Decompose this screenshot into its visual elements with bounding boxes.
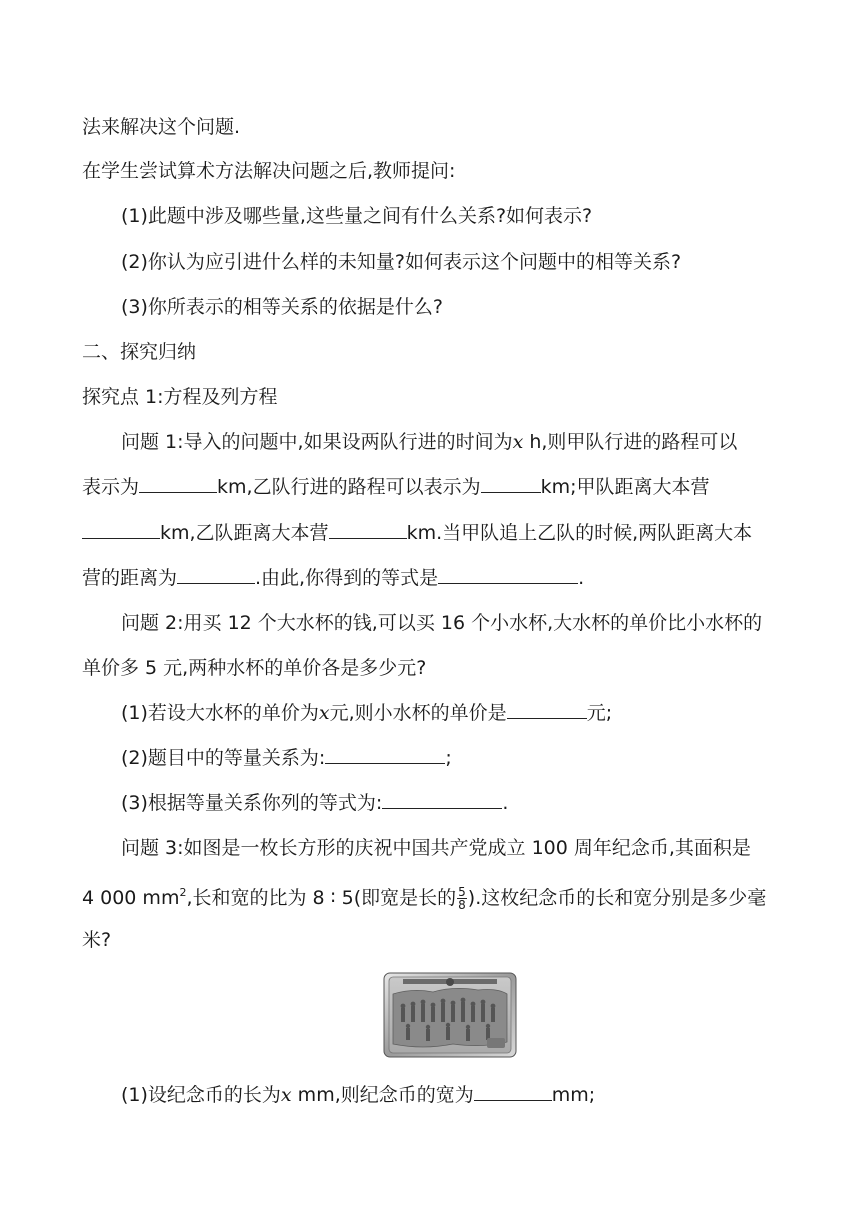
variable: x	[512, 431, 524, 453]
text: 法来解决这个问题.	[82, 116, 241, 138]
problem-2-line-2	[82, 654, 426, 682]
problem-1-line-1	[121, 428, 737, 456]
question-2	[121, 248, 681, 276]
variable: x	[318, 702, 330, 724]
problem-2-sub-2	[121, 744, 452, 772]
explore-point-1	[82, 383, 278, 411]
text: (3)你所表示的相等关系的依据是什么?	[121, 296, 443, 318]
text: (3)根据等量关系你列的等式为:	[121, 792, 383, 814]
text: km,乙队距离大本营	[160, 522, 329, 544]
fraction-denominator: 8	[458, 898, 466, 912]
problem-3-line-2	[82, 879, 766, 912]
answer-blank[interactable]	[382, 790, 502, 809]
answer-blank[interactable]	[481, 474, 541, 493]
text: km.当甲队追上乙队的时候,两队距离大本	[406, 522, 753, 544]
question-1	[121, 202, 592, 230]
problem-1-line-4	[82, 564, 584, 592]
text: .由此,你得到的等式是	[255, 567, 439, 589]
text: mm,则纪念币的宽为	[291, 1084, 474, 1106]
text: mm;	[551, 1084, 596, 1106]
problem-2-sub-3	[121, 789, 508, 817]
text: 营的距离为	[82, 567, 178, 589]
section-heading	[82, 338, 196, 366]
answer-blank[interactable]	[507, 700, 587, 719]
intro-end-line	[82, 113, 240, 141]
text: (2)你认为应引进什么样的未知量?如何表示这个问题中的相等关系?	[121, 251, 682, 273]
commemorative-coin-image	[383, 972, 517, 1058]
text: ,长和宽的比为 8 ∶ 5(即宽是长的	[186, 887, 457, 909]
text: 在学生尝试算术方法解决问题之后,教师提问:	[82, 160, 456, 182]
problem-1-line-2	[82, 473, 710, 501]
answer-blank[interactable]	[139, 474, 217, 493]
text: 4 000 mm	[82, 887, 180, 909]
text: km,乙队行进的路程可以表示为	[217, 476, 481, 498]
fraction-numerator: 5	[458, 885, 466, 899]
text: 二、探究归纳	[82, 341, 197, 363]
text: h,则甲队行进的路程可以	[523, 431, 738, 453]
text: ).这枚纪念币的长和宽分别是多少毫	[467, 887, 767, 909]
text: .	[502, 792, 509, 814]
problem-3-sub-1	[121, 1081, 595, 1109]
problem-1-line-3	[82, 519, 752, 547]
problem-3-line-3	[82, 926, 111, 954]
text: 单价多 5 元,两种水杯的单价各是多少元?	[82, 657, 427, 679]
problem-2-line-1	[121, 609, 762, 637]
text: (1)此题中涉及哪些量,这些量之间有什么关系?如何表示?	[121, 205, 593, 227]
problem-3-line-1	[121, 834, 751, 862]
coin-illustration	[383, 972, 517, 1058]
answer-blank[interactable]	[177, 565, 255, 584]
text: 问题 1:导入的问题中,如果设两队行进的时间为	[121, 431, 513, 453]
text: 元,则小水杯的单价是	[329, 702, 507, 724]
answer-blank[interactable]	[474, 1082, 552, 1101]
variable: x	[280, 1084, 292, 1106]
text: (1)设纪念币的长为	[121, 1084, 281, 1106]
text: 表示为	[82, 476, 140, 498]
answer-blank[interactable]	[325, 745, 445, 764]
text: (1)若设大水杯的单价为	[121, 702, 319, 724]
text: 问题 3:如图是一枚长方形的庆祝中国共产党成立 100 周年纪念币,其面积是	[121, 837, 751, 859]
answer-blank[interactable]	[82, 520, 160, 539]
text: 探究点 1:方程及列方程	[82, 386, 278, 408]
problem-2-sub-1	[121, 699, 612, 727]
fraction	[457, 886, 467, 911]
text: 米?	[82, 929, 112, 951]
text: 元;	[586, 702, 613, 724]
text: (2)题目中的等量关系为:	[121, 747, 326, 769]
text: ;	[445, 747, 452, 769]
answer-blank[interactable]	[438, 565, 578, 584]
text: .	[578, 567, 585, 589]
superscript: 2	[179, 886, 187, 899]
question-3	[121, 293, 443, 321]
text: 问题 2:用买 12 个大水杯的钱,可以买 16 个小水杯,大水杯的单价比小水杯的	[121, 612, 763, 634]
text: km;甲队距离大本营	[540, 476, 710, 498]
intro-ask-line	[82, 157, 455, 185]
answer-blank[interactable]	[329, 520, 407, 539]
